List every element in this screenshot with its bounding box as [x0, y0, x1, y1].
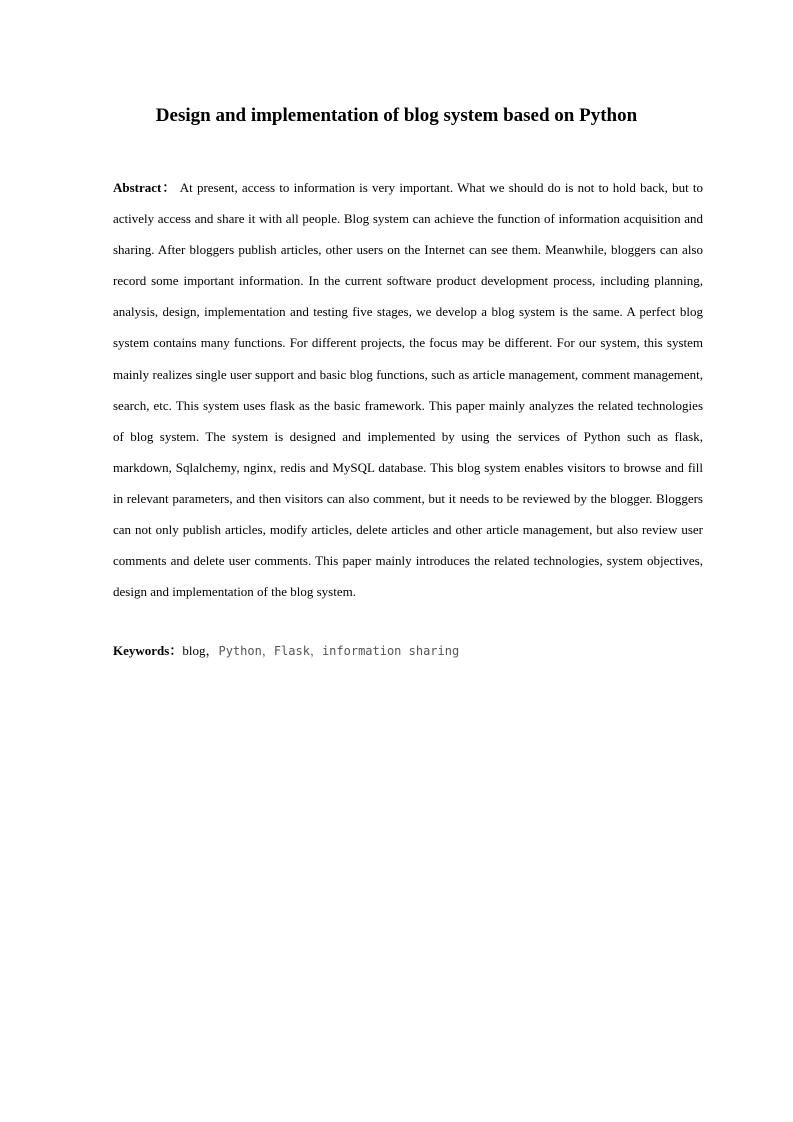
keyword-first: blog，: [182, 643, 219, 658]
abstract-label: Abstract：: [113, 180, 177, 195]
keywords-label: Keywords：: [113, 643, 183, 658]
keywords-line: [113, 638, 703, 664]
abstract-text: At present, access to information is very important. What we should do is not to hold back, but to actively access and share it with all people. Blog system can achieve the function of information acquisition and sharing. After bloggers publish articles, other users on the Internet can see them. Meanwhile, bloggers can also record some important information. In the current software product development process, including planning, analysis, design, implementation and testing five stages, we develop a blog system is the same. A perfect blog system contains many functions. For different projects, the focus may be different. For our system, this system mainly realizes single user support and basic blog functions, such as article management, comment management, search, etc. This system uses flask as the basic framework. This paper mainly analyzes the related technologies of blog system. The system is designed and implemented by using the services of Python such as flask, markdown, Sqlalchemy, nginx, redis and MySQL database. This blog system enables visitors to browse and fill in relevant parameters, and then visitors can also comment, but it needs to be reviewed by the blogger. Bloggers can not only publish articles, modify articles, delete articles and other article management, but also review user comments and delete user comments. This paper mainly introduces the related technologies, system objectives, design and implementation of the blog system.: [113, 180, 703, 600]
paper-title: Design and implementation of blog system based on Python: [155, 105, 638, 126]
abstract-paragraph: [113, 172, 703, 607]
keywords-rest: Python，Flask，information sharing: [218, 644, 460, 658]
